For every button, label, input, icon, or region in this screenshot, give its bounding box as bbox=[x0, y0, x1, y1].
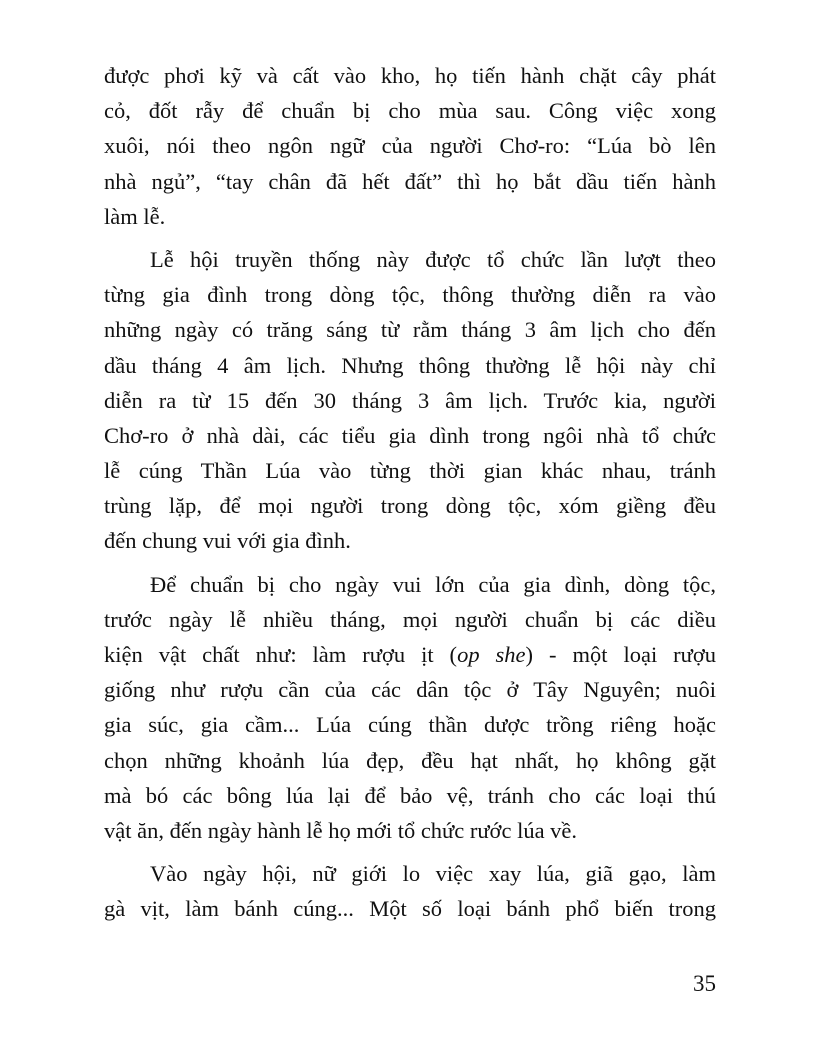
text-line: chọn những khoảnh lúa đẹp, đều hạt nhất, họ không gặt bbox=[104, 747, 716, 773]
text-line: Lễ hội truyền thống này được tổ chức lần lượt theo bbox=[150, 246, 716, 272]
text-line: gà vịt, làm bánh cúng... Một số loại bánh phổ biến trong bbox=[104, 896, 716, 922]
italic-term: op she bbox=[457, 642, 526, 667]
paragraph bbox=[104, 567, 716, 849]
text-line: trước ngày lễ nhiều tháng, mọi người chuẩn bị các diều bbox=[104, 606, 716, 632]
text-line: kiện vật chất như: làm rượu ịt (op she) - một loại rượu bbox=[104, 642, 717, 667]
text-line: những ngày có trăng sáng từ rằm tháng 3 âm lịch cho đến bbox=[104, 317, 716, 343]
text-line: gia súc, gia cầm... Lúa cúng thần dược trồng riêng hoặc bbox=[104, 712, 716, 738]
text-line: trùng lặp, để mọi người trong dòng tộc, xóm giềng đều bbox=[104, 493, 716, 519]
text-line: Chơ-ro ở nhà dài, các tiểu gia dình trong ngôi nhà tổ chức bbox=[104, 422, 716, 448]
page-body bbox=[104, 58, 716, 927]
paragraph bbox=[104, 856, 716, 926]
text-line: dầu tháng 4 âm lịch. Nhưng thông thường lễ hội này chỉ bbox=[104, 352, 716, 378]
paragraph-spacer bbox=[104, 848, 716, 856]
text-line: diễn ra từ 15 đến 30 tháng 3 âm lịch. Trước kia, người bbox=[104, 387, 716, 413]
paragraph-spacer bbox=[104, 559, 716, 567]
text-line: được phơi kỹ và cất vào kho, họ tiến hành chặt cây phát bbox=[104, 63, 716, 88]
page-number: 35 bbox=[693, 971, 716, 996]
paragraph bbox=[104, 58, 716, 234]
text-line: làm lễ. bbox=[104, 203, 166, 229]
text-line: từng gia đình trong dòng tộc, thông thường diễn ra vào bbox=[104, 282, 716, 308]
text-line: cỏ, đốt rẫy để chuẩn bị cho mùa sau. Công việc xong bbox=[104, 98, 716, 124]
text-line: vật ăn, đến ngày hành lễ họ mới tổ chức rước lúa về. bbox=[104, 817, 578, 843]
text-line: nhà ngủ”, “tay chân đã hết đất” thì họ bắt dầu tiến hành bbox=[104, 168, 716, 194]
paragraph-spacer bbox=[104, 234, 716, 242]
text-line: giống như rượu cần của các dân tộc ở Tây Nguyên; nuôi bbox=[104, 677, 716, 703]
text-line: đến chung vui với gia đình. bbox=[104, 528, 351, 554]
text-line: xuôi, nói theo ngôn ngữ của người Chơ-ro: “Lúa bò lên bbox=[104, 133, 716, 159]
text-line: mà bó các bông lúa lại để bảo vệ, tránh cho các loại thú bbox=[104, 782, 716, 808]
text-line: Vào ngày hội, nữ giới lo việc xay lúa, giã gạo, làm bbox=[150, 861, 716, 887]
text-line: lễ cúng Thần Lúa vào từng thời gian khác nhau, tránh bbox=[104, 458, 716, 484]
text-line: Để chuẩn bị cho ngày vui lớn của gia dình, dòng tộc, bbox=[150, 571, 716, 597]
paragraph bbox=[104, 242, 716, 559]
